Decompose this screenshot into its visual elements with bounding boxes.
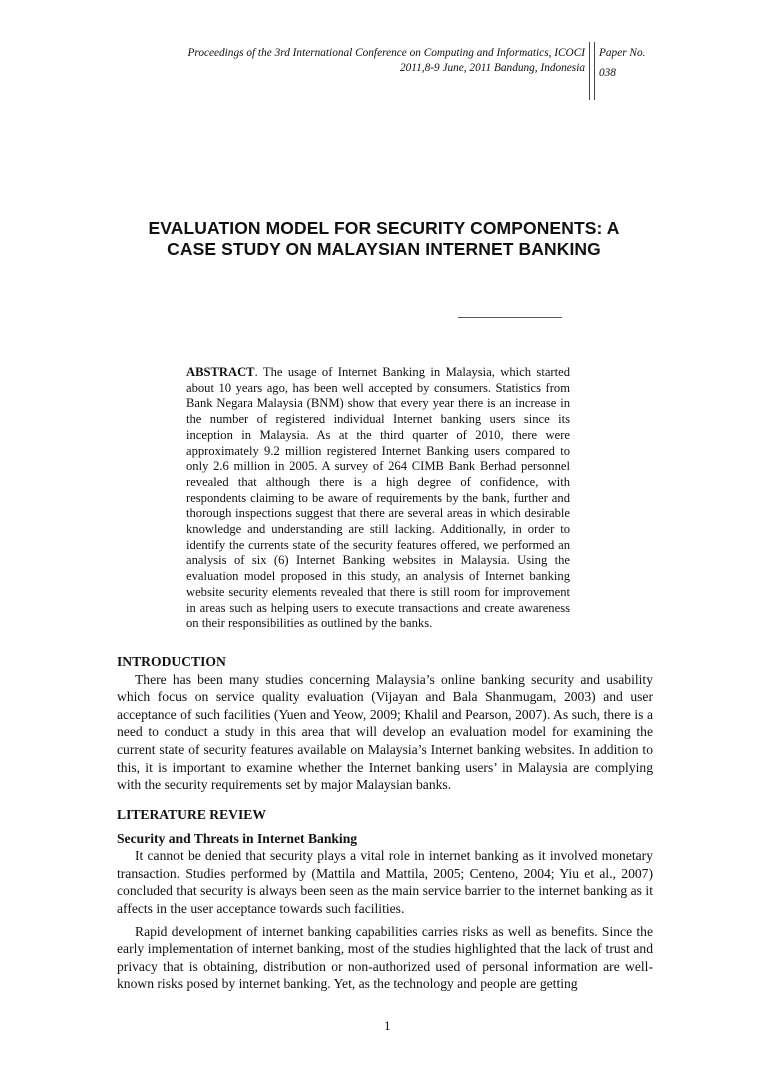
title-line-2: CASE STUDY ON MALAYSIAN INTERNET BANKING <box>167 239 601 259</box>
paper-number-label: Paper No. <box>599 47 646 59</box>
literature-review-section <box>117 806 653 993</box>
introduction-section <box>117 653 653 794</box>
conference-header <box>130 46 585 76</box>
literature-paragraph-1: It cannot be denied that security plays a vital role in internet banking as it involved monetary transaction. Studies performed by (Mattila and Mattila, 2005; Centeno, 2004; Yiu et al., 2007) concluded that security is always been seen as the main service barrier to the internet banking as it affects in the user acceptance towards such facilities. <box>117 848 653 916</box>
paper-number-block <box>599 46 679 81</box>
paper-title <box>110 218 658 260</box>
conference-line-2: 2011,8-9 June, 2011 Bandung, Indonesia <box>399 62 585 74</box>
security-threats-subheading: Security and Threats in Internet Banking <box>117 830 358 846</box>
paper-number-value: 038 <box>599 67 616 79</box>
literature-review-heading: LITERATURE REVIEW <box>117 807 266 822</box>
title-line-1: EVALUATION MODEL FOR SECURITY COMPONENTS: A <box>148 218 620 238</box>
introduction-paragraph: There has been many studies concerning Malaysia’s online banking security and usability which focus on service quality evaluation (Vijayan and Bala Shanmugam, 2003) and user acceptance of such facilities (Yuen and Yeow, 2009; Khalil and Pearson, 2007). As such, there is a need to conduct a study in this area that will develop an evaluation model for examining the current state of security features available on Malaysia’s Internet banking websites. In addition to this, it is important to examine whether the Internet banking users’ in Malaysia are complying with the security requirements set by major Malaysian banks. <box>117 671 653 793</box>
page-number: 1 <box>384 1018 391 1033</box>
literature-paragraph-2: Rapid development of internet banking capabilities carries risks as well as benefits. Since the early implementation of internet banking, most of the studies highlighted that the lack of trust and privacy that is obtaining, distribution or non-authorized used of personal information are well-known risks posed by internet banking. Yet, as the technology and people are getting <box>117 923 653 992</box>
abstract-text: . The usage of Internet Banking in Malaysia, which started about 10 years ago, has been well accepted by consumers. Statistics from Bank Negara Malaysia (BNM) show that every year there is an increase in the number of registered individual Internet banking users since its inception in Malaysia. As at the third quarter of 2010, there were approximately 9.2 million registered Internet Banking users compared to only 2.6 million in 2005. A survey of 264 CIMB Bank Berhad personnel revealed that although there is a high degree of confidence, with respondents claiming to be aware of requirements by the bank, further and thorough inspections suggest that there are several areas in which desirable knowledge and understanding are still lacking. Additionally, in order to identify the currents state of the security features offered, we performed an analysis of six (6) Internet Banking websites in Malaysia. Using the evaluation model proposed in this study, an analysis of Internet banking website security elements revealed that there is still room for improvement in areas such as helping users to execute transactions and create awareness on their responsibilities as outlined by the banks. <box>186 365 570 631</box>
introduction-heading: INTRODUCTION <box>117 654 226 669</box>
conference-line-1: Proceedings of the 3rd International Conference on Computing and Informatics, ICOCI <box>187 47 585 59</box>
author-footnote-rule <box>458 317 562 318</box>
abstract <box>186 365 570 632</box>
header-divider <box>589 42 595 100</box>
abstract-label: ABSTRACT <box>186 365 255 379</box>
